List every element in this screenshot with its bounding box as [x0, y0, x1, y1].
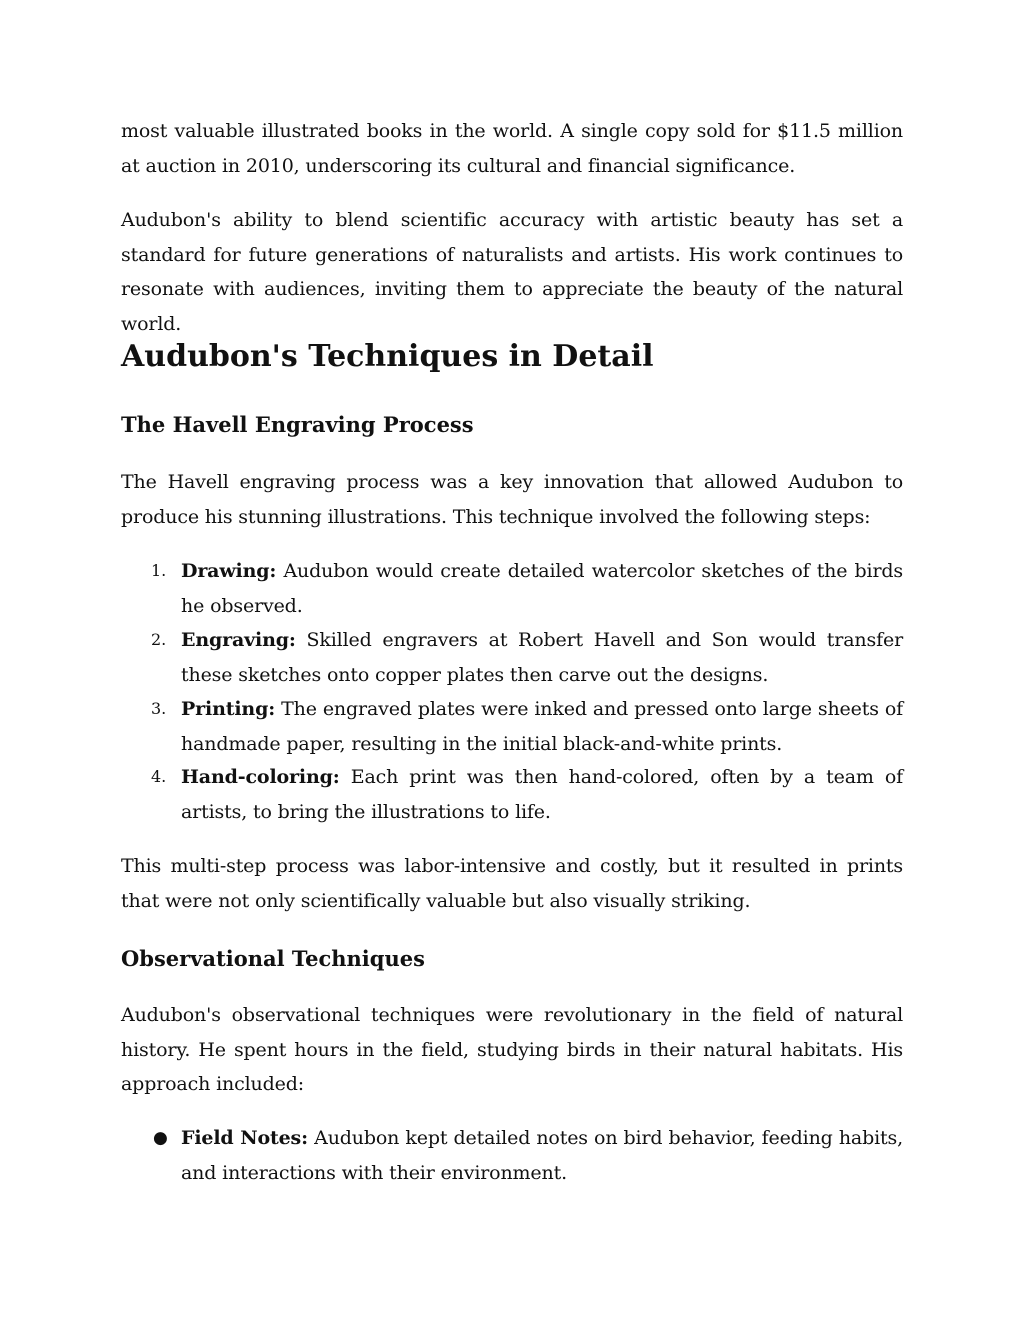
- step-item-hand-coloring: [121, 760, 903, 829]
- step-text: Audubon would create detailed watercolor sketches of the birds he observed.: [181, 560, 903, 617]
- list-number: 4.: [151, 767, 167, 786]
- step-text: Each print was then hand-colored, often by a team of artists, to bring the illustrations to life.: [181, 766, 903, 823]
- intro-end-paragraph: most valuable illustrated books in the world. A single copy sold for $11.5 million at auction in 2010, underscoring its cultural and financial significance.: [121, 120, 903, 177]
- list-number: 3.: [151, 699, 167, 718]
- list-item-content: [181, 1121, 903, 1190]
- list-item-content: [181, 623, 903, 692]
- legacy-paragraph: Audubon's ability to blend scientific accuracy with artistic beauty has set a standard for future generations of naturalists and artists. His work continues to resonate with audiences, inviting them to appreciate the beauty of the natural world.: [121, 209, 903, 335]
- item-text: Audubon kept detailed notes on bird behavior, feeding habits, and interactions with their environment.: [181, 1127, 904, 1184]
- step-label: Printing:: [181, 698, 276, 720]
- havell-outro-paragraph: This multi-step process was labor-intensive and costly, but it resulted in prints that were not only scientifically valuable but also visually striking.: [121, 855, 903, 912]
- bullet-icon: ●: [153, 1128, 168, 1148]
- observational-item-field-notes: [121, 1121, 903, 1190]
- item-label: Field Notes:: [181, 1127, 308, 1149]
- step-text: The engraved plates were inked and pressed onto large sheets of handmade paper, resulting in the initial black-and-white prints.: [181, 698, 903, 755]
- observational-intro-paragraph: Audubon's observational techniques were revolutionary in the field of natural history. He spent hours in the field, studying birds in their natural habitats. His approach included:: [121, 1004, 903, 1095]
- step-item-drawing: [121, 554, 903, 623]
- step-label: Drawing:: [181, 560, 277, 582]
- list-item-content: [181, 760, 903, 829]
- step-label: Hand-coloring:: [181, 766, 340, 788]
- section-title: Audubon's Techniques in Detail: [121, 339, 654, 374]
- list-item-content: [181, 554, 903, 623]
- observational-heading: Observational Techniques: [121, 946, 425, 971]
- step-item-printing: [121, 692, 903, 761]
- list-number: 2.: [151, 630, 167, 649]
- step-text: Skilled engravers at Robert Havell and Son would transfer these sketches onto copper plates then carve out the designs.: [181, 629, 903, 686]
- havell-intro-paragraph: The Havell engraving process was a key innovation that allowed Audubon to produce his stunning illustrations. This technique involved the following steps:: [121, 471, 903, 528]
- list-number: 1.: [151, 561, 167, 580]
- havell-heading: The Havell Engraving Process: [121, 412, 474, 437]
- list-item-content: [181, 692, 903, 761]
- step-item-engraving: [121, 623, 903, 692]
- step-label: Engraving:: [181, 629, 296, 651]
